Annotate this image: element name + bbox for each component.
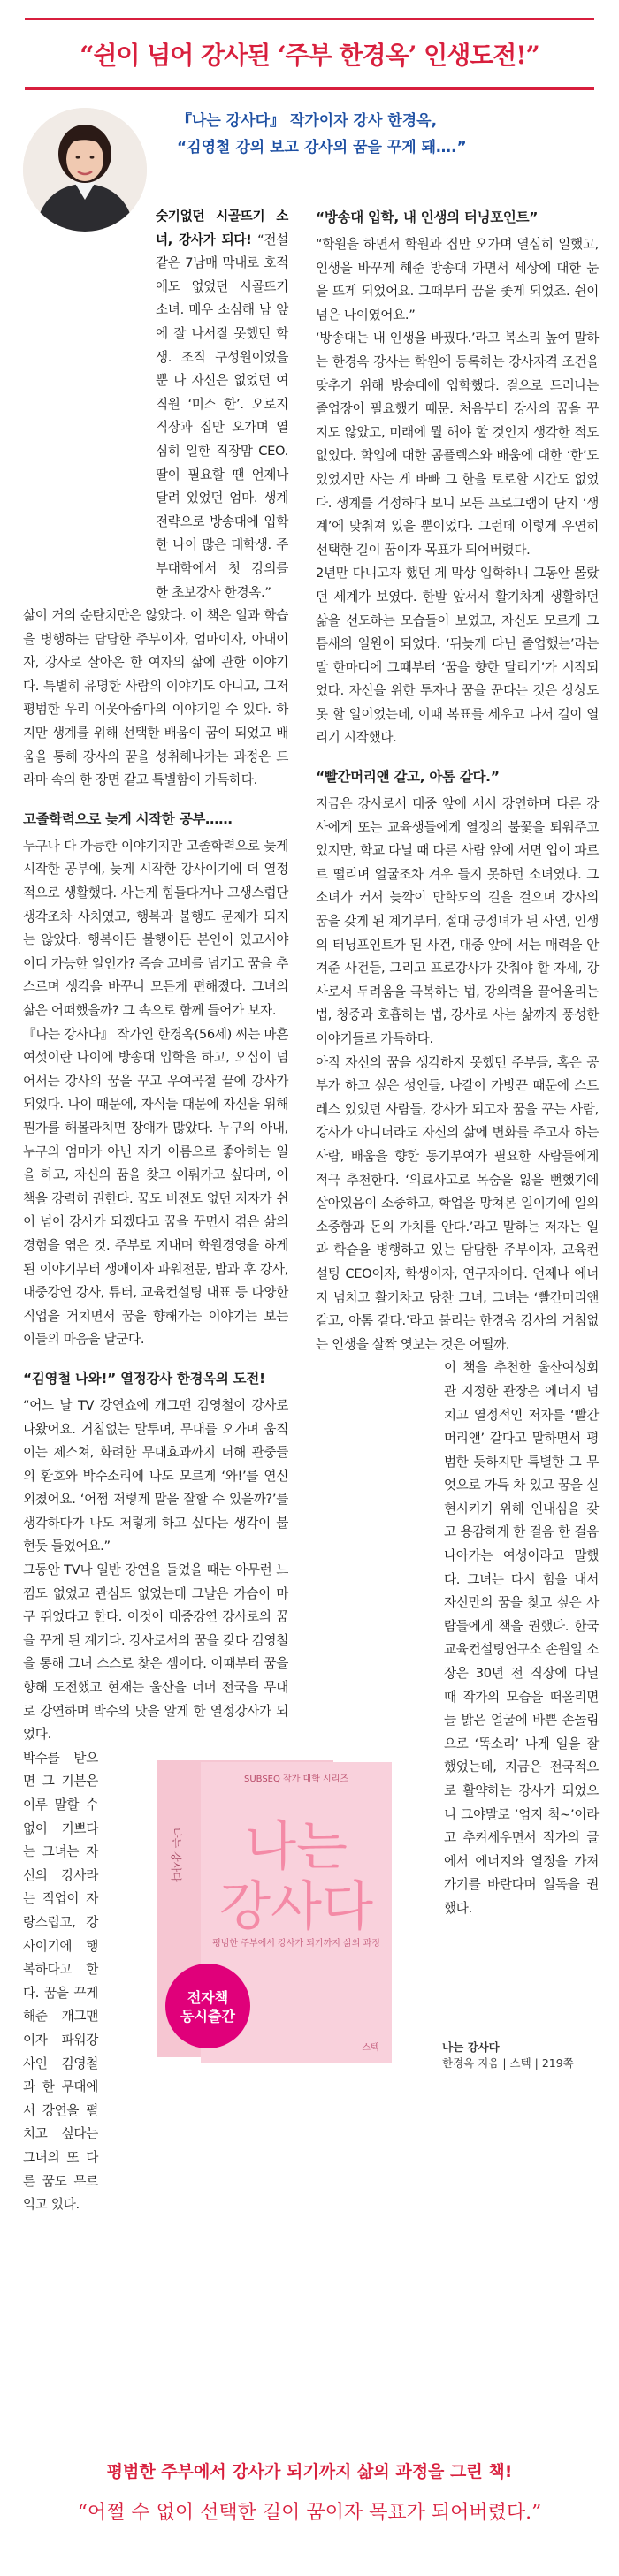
lead-paragraph bbox=[156, 205, 288, 604]
book-caption-title: 나는 강사다 bbox=[442, 2040, 500, 2054]
spine-title: 나는 강사다 bbox=[170, 1828, 182, 1882]
body-paragraph: 아직 자신의 꿈을 생각하지 못했던 주부들, 혹은 공부가 하고 싶은 성인들, 나갈이 가방끈 때문에 스트레스 있었던 사람들, 강사가 되고자 꿈을 꾸는 사람, 강사가 아니더라도 자신의 삶에 변화를 주고자 하는 사람, 배움을 향한 동기부여가 필요한 사람들에게 적극 추천한다. ‘의료사고로 목숨을 잃을 뻔했기에 살아있음이 소중하고, 학업을 망쳐본 일이기에 일의 소중함과 돈의 가치를 안다.’라고 말하는 저자는 일과 학습을 병행하고 있는 담담한 주부이자, 교육컨설팅 CEO이자, 학생이자, 연구자이다. 언제나 에너지 넘치고 활기차고 당찬 그녀, 그녀는 ‘빨간머리앤 같고, 아톰 같다.’라고 불리는 한경옥 강사의 거침없는 인생을 살짝 엿보는 것은 어떨까. bbox=[316, 1054, 599, 1352]
book-title-line1: 나는 bbox=[245, 1816, 348, 1878]
intro-quote bbox=[177, 108, 592, 161]
body-paragraph: “어느 날 TV 강연쇼에 개그맨 김영철이 강사로 나왔어요. 거침없는 말투며, 무대를 오가며 움직이는 제스쳐, 화려한 무대효과까지 더해 관중들의 환호와 박수소리에 나도 모르게 ‘와!’를 연신 외쳤어요. ‘어쩜 저렇게 말을 잘할 수 있을까?’를 생각하다가 나도 저렇게 하고 싶다는 생각이 불현듯 들었어요.” bbox=[23, 1397, 288, 1554]
body-paragraph: 누구나 다 가능한 이야기지만 고졸학력으로 늦게 시작한 공부에, 늦게 시작한 강사이기에 더 열정적으로 생활했다. 사는게 힘들다거나 고생스럽단 생각조차 사치였고, 행복과 불행도 문제가 되지는 않았다. 행복이든 불행이든 본인이 있고서야 이디 가능한 일인가? 즉슬 고비를 넘기고 꿈을 추스르며 생각을 바꾸니 모든게 편해졌다. 그녀의 삶은 어떠했을까? 그 속으로 함께 들어가 보자. bbox=[23, 838, 288, 1018]
footer-quote: “어쩔 수 없이 선택한 길이 꿈이자 목표가 되어버렸다.” bbox=[77, 2502, 542, 2524]
body-paragraph: 2년만 다니고자 했던 게 막상 입학하니 그동안 몰랐던 세계가 보였다. 한발 앞서서 활기차게 생활하던 삶을 선도하는 모습들이 보였고, 자신도 모르게 그 틈새의 일원이 되었다. ‘뒤늦게 다닌 졸업했는’라는 말 한마디에 그때부터 ‘꿈을 향한 달리기’가 시작되었다. 자신을 위한 투자나 꿈을 꾼다는 것은 상상도 못 할 일이었는데, 이때 복표를 세우고 나서 길이 열리기 시작했다. bbox=[316, 566, 599, 746]
headline-text: “쉰이 넘어 강사된 ‘주부 한경옥’ 인생도전!” bbox=[80, 41, 539, 70]
book-cover bbox=[149, 1757, 432, 2075]
intro-line-2: “김영철 강의 보고 강사의 꿈을 꾸게 돼….” bbox=[177, 139, 467, 156]
body-paragraph: 박수를 받으면 그 기분은 이루 말할 수 없이 기쁘다는 그녀는 자신의 강사라는 직업이 자랑스럽고, 강사이기에 행복하다고 한다. 꿈을 꾸게 해준 개그맨이자 파워강사인 김영철과 한 무대에서 강연을 펼치고 싶다는 그녀의 또 다른 꿈도 무르익고 있다. bbox=[23, 1750, 98, 2213]
subheading-study: 고졸학력으로 늦게 시작한 공부…… bbox=[23, 810, 233, 827]
body-paragraph: 그동안 TV나 일반 강연을 들었을 때는 아무런 느낌도 없었고 관심도 없었는데 그날은 가슴이 마구 뛰었다고 한다. 이것이 대중강연 강사로의 꿈을 꾸게 된 계기다. 강사로서의 꿈을 갖다 김영철을 통해 그녀 스스로 찾은 셈이다. 이때부터 꿈을 향해 도전했고 현재는 울산을 너머 전국을 무대로 강연하며 박수의 맛을 알게 한 열정강사가 되었다. bbox=[23, 1562, 288, 1743]
book-caption bbox=[442, 2040, 599, 2071]
article-column-right bbox=[316, 205, 599, 1921]
book-subtitle: 평범한 주부에서 강사가 되기까지 삶의 과정 bbox=[212, 1939, 380, 1949]
body-paragraph: 이 책을 추천한 울산여성회관 지정한 관장은 에너지 넘치고 열정적인 저자를 ‘빨간머리앤’ 같다고 말하면서 평범한 듯하지만 특별한 그 무엇으로 가득 차 있고 꿈을 실현시키기 위해 인내심을 갖고 용감하게 한 걸음 한 걸음 나아가는 여성이라고 말했다. 그녀는 다시 힘을 내서 자신만의 꿈을 찾고 싶은 사람들에게 책을 권했다. 한국교육컨설팅연구소 손원일 소장은 30년 전 직장에 다닐 때 작가의 모습을 떠올리면 늘 밝은 얼굴에 바쁜 손놀림으로 ‘똑소리’ 나게 일을 잘 했었는데, 지금은 전국적으로 활약하는 강사가 되었으니 그야말로 ‘엄지 척~’이라고 추켜세우면서 작가의 글에서 에너지와 열정을 가져가기를 바란다며 일독을 권했다. bbox=[444, 1360, 599, 1916]
body-paragraph: “학원을 하면서 학원과 집만 오가며 열심히 일했고, 인생을 바꾸게 해준 방송대 가면서 세상에 대한 눈을 뜨게 되었어요. 그때부터 꿈을 좇게 되었죠. 쉰이 넘은 나이였어요.” bbox=[316, 237, 599, 323]
body-paragraph: 삶이 거의 순탄치만은 않았다. 이 책은 일과 학습을 병행하는 담담한 주부이자, 엄마이자, 아내이자, 강사로 살아온 한 여자의 삶에 관한 이야기다. 특별히 유명한 사람의 이야기도 아니고, 그저 평범한 우리 이웃아줌마의 이야기일 수 있다. 하지만 생계를 위해 선택한 배움이 꿈이 되었고 배움을 통해 강사의 꿈을 성취해나가는 과정은 드라마 속의 한 장면 같고 특별함이 가득하다. bbox=[23, 608, 288, 788]
footer-tagline: 평범한 주부에서 강사가 되기까지 삶의 과정을 그린 책! bbox=[106, 2462, 513, 2481]
body-paragraph: ‘방송대는 내 인생을 바꿨다.’라고 복소리 높여 말하는 한경옥 강사는 학원에 등록하는 강사자격 조건을 맞추기 위해 방송대에 입학했다. 걸으로 드러나는 졸업장이 필요했기 때문. 처음부터 강사의 꿈을 꾸지도 않았고, 미래에 뭘 해야 할 것인지 생각한 적도 없었다. 학업에 대한 콤플렉스와 배움에 대한 ‘한’도 있었지만 사는 게 바빠 그 한을 토로할 시간도 없었다. 생계를 걱정하다 보니 모든 프로그램이 단지 ‘생계’에 맞춰져 있을 뿐이었다. 그런데 이렇게 우연히 선택한 길이 꿈이자 목표가 되어버렸다. bbox=[316, 331, 599, 558]
headline-box bbox=[25, 18, 594, 90]
body-paragraph: 『나는 강사다』 작가인 한경옥(56세) 씨는 마흔여섯이란 나이에 방송대 입학을 하고, 오십이 넘어서는 강사의 꿈을 꾸고 우여곡절 끝에 강사가 되었다. 나이 때문에, 자식들 때문에 자신을 위해 뭔가를 해볼라치면 장애가 많았다. 누구의 아내, 누구의 엄마가 아닌 자기 이름으로 좋아하는 일을 하고, 자신의 꿈을 찾고 이뤄가고 싶다며, 이 책을 강력히 권한다. 꿈도 비전도 없던 저자가 쉰이 넘어 강사가 되겠다고 꿈을 꾸면서 겪은 삶의 경험을 엮은 것. 주부로 지내며 학원경영을 하게 된 이야기부터 생애이자 파워전문, 밤과 후 강사, 대중강연 강사, 튜터, 교육컨설팅 대표 등 다양한 직업을 거치면서 꿈을 향해가는 이야기는 보는 이들의 마음을 달군다. bbox=[23, 1026, 288, 1348]
book-title-line2: 강사다 bbox=[219, 1876, 373, 1938]
lead-heading: 숫기없던 시골뜨기 소녀, 강사가 되다! bbox=[156, 209, 288, 247]
badge-line1: 전자책 bbox=[187, 1989, 229, 2006]
intro-line-1: 『나는 강사다』 작가이자 강사 한경옥, bbox=[177, 112, 438, 130]
badge-line2: 동시출간 bbox=[180, 2008, 235, 2025]
book-caption-info: 한경옥 지음 | 스텍 | 219쪽 bbox=[442, 2056, 574, 2070]
ebook-badge bbox=[165, 1964, 250, 2048]
subheading-turning-point: “방송대 입학, 내 인생의 터닝포인트” bbox=[316, 209, 539, 225]
subheading-challenge: “김영철 나와!” 열정강사 한경옥의 도전! bbox=[23, 1370, 265, 1387]
book-publisher: 스텍 bbox=[362, 2043, 379, 2053]
subheading-anne-atom: “빨간머리앤 같고, 아톰 같다.” bbox=[316, 769, 500, 786]
lead-text: “전설 같은 7남매 막내로 호적에도 없었던 시골뜨기 소녀. 매우 소심해 남 앞에 잘 나서질 못했던 학생. 조직 구성원이었을 뿐 나 자신은 없었던 여직원 ‘미스 한’. 오로지 직장과 집만 오가며 열심히 일한 직장맘 CEO. 딸이 필요할 땐 언제나 달려 있었던 엄마. 생계전략으로 방송대에 입학한 나이 많은 대학생. 주부대학에서 첫 강의를 한 초보강사 한경옥.” bbox=[156, 232, 288, 600]
body-paragraph: 지금은 강사로서 대중 앞에 서서 강연하며 다른 강사에게 또는 교육생들에게 열정의 불꽃을 퇴워주고 있지만, 학교 다닐 때 다른 사람 앞에 서면 입이 파르르 떨리며 얼굴조차 겨우 들지 못하던 소녀였다. 그 소녀가 커서 늦깍이 만학도의 길을 걸으며 강사의 꿈을 갖게 된 계기부터, 절대 긍정녀가 된 사연, 인생의 터닝포인트가 된 사건, 대중 앞에 서는 매력을 안겨준 사건들, 그리고 프로강사가 갖춰야 할 자세, 강사로서 두려움을 극복하는 법, 강의력을 끌어올리는 법, 청중과 호흡하는 법, 강사로 사는 삶까지 풍성한 이야기들로 가득하다. bbox=[316, 796, 599, 1046]
book-top-label: SUBSEQ 작가 대학 시리즈 bbox=[243, 1774, 349, 1784]
